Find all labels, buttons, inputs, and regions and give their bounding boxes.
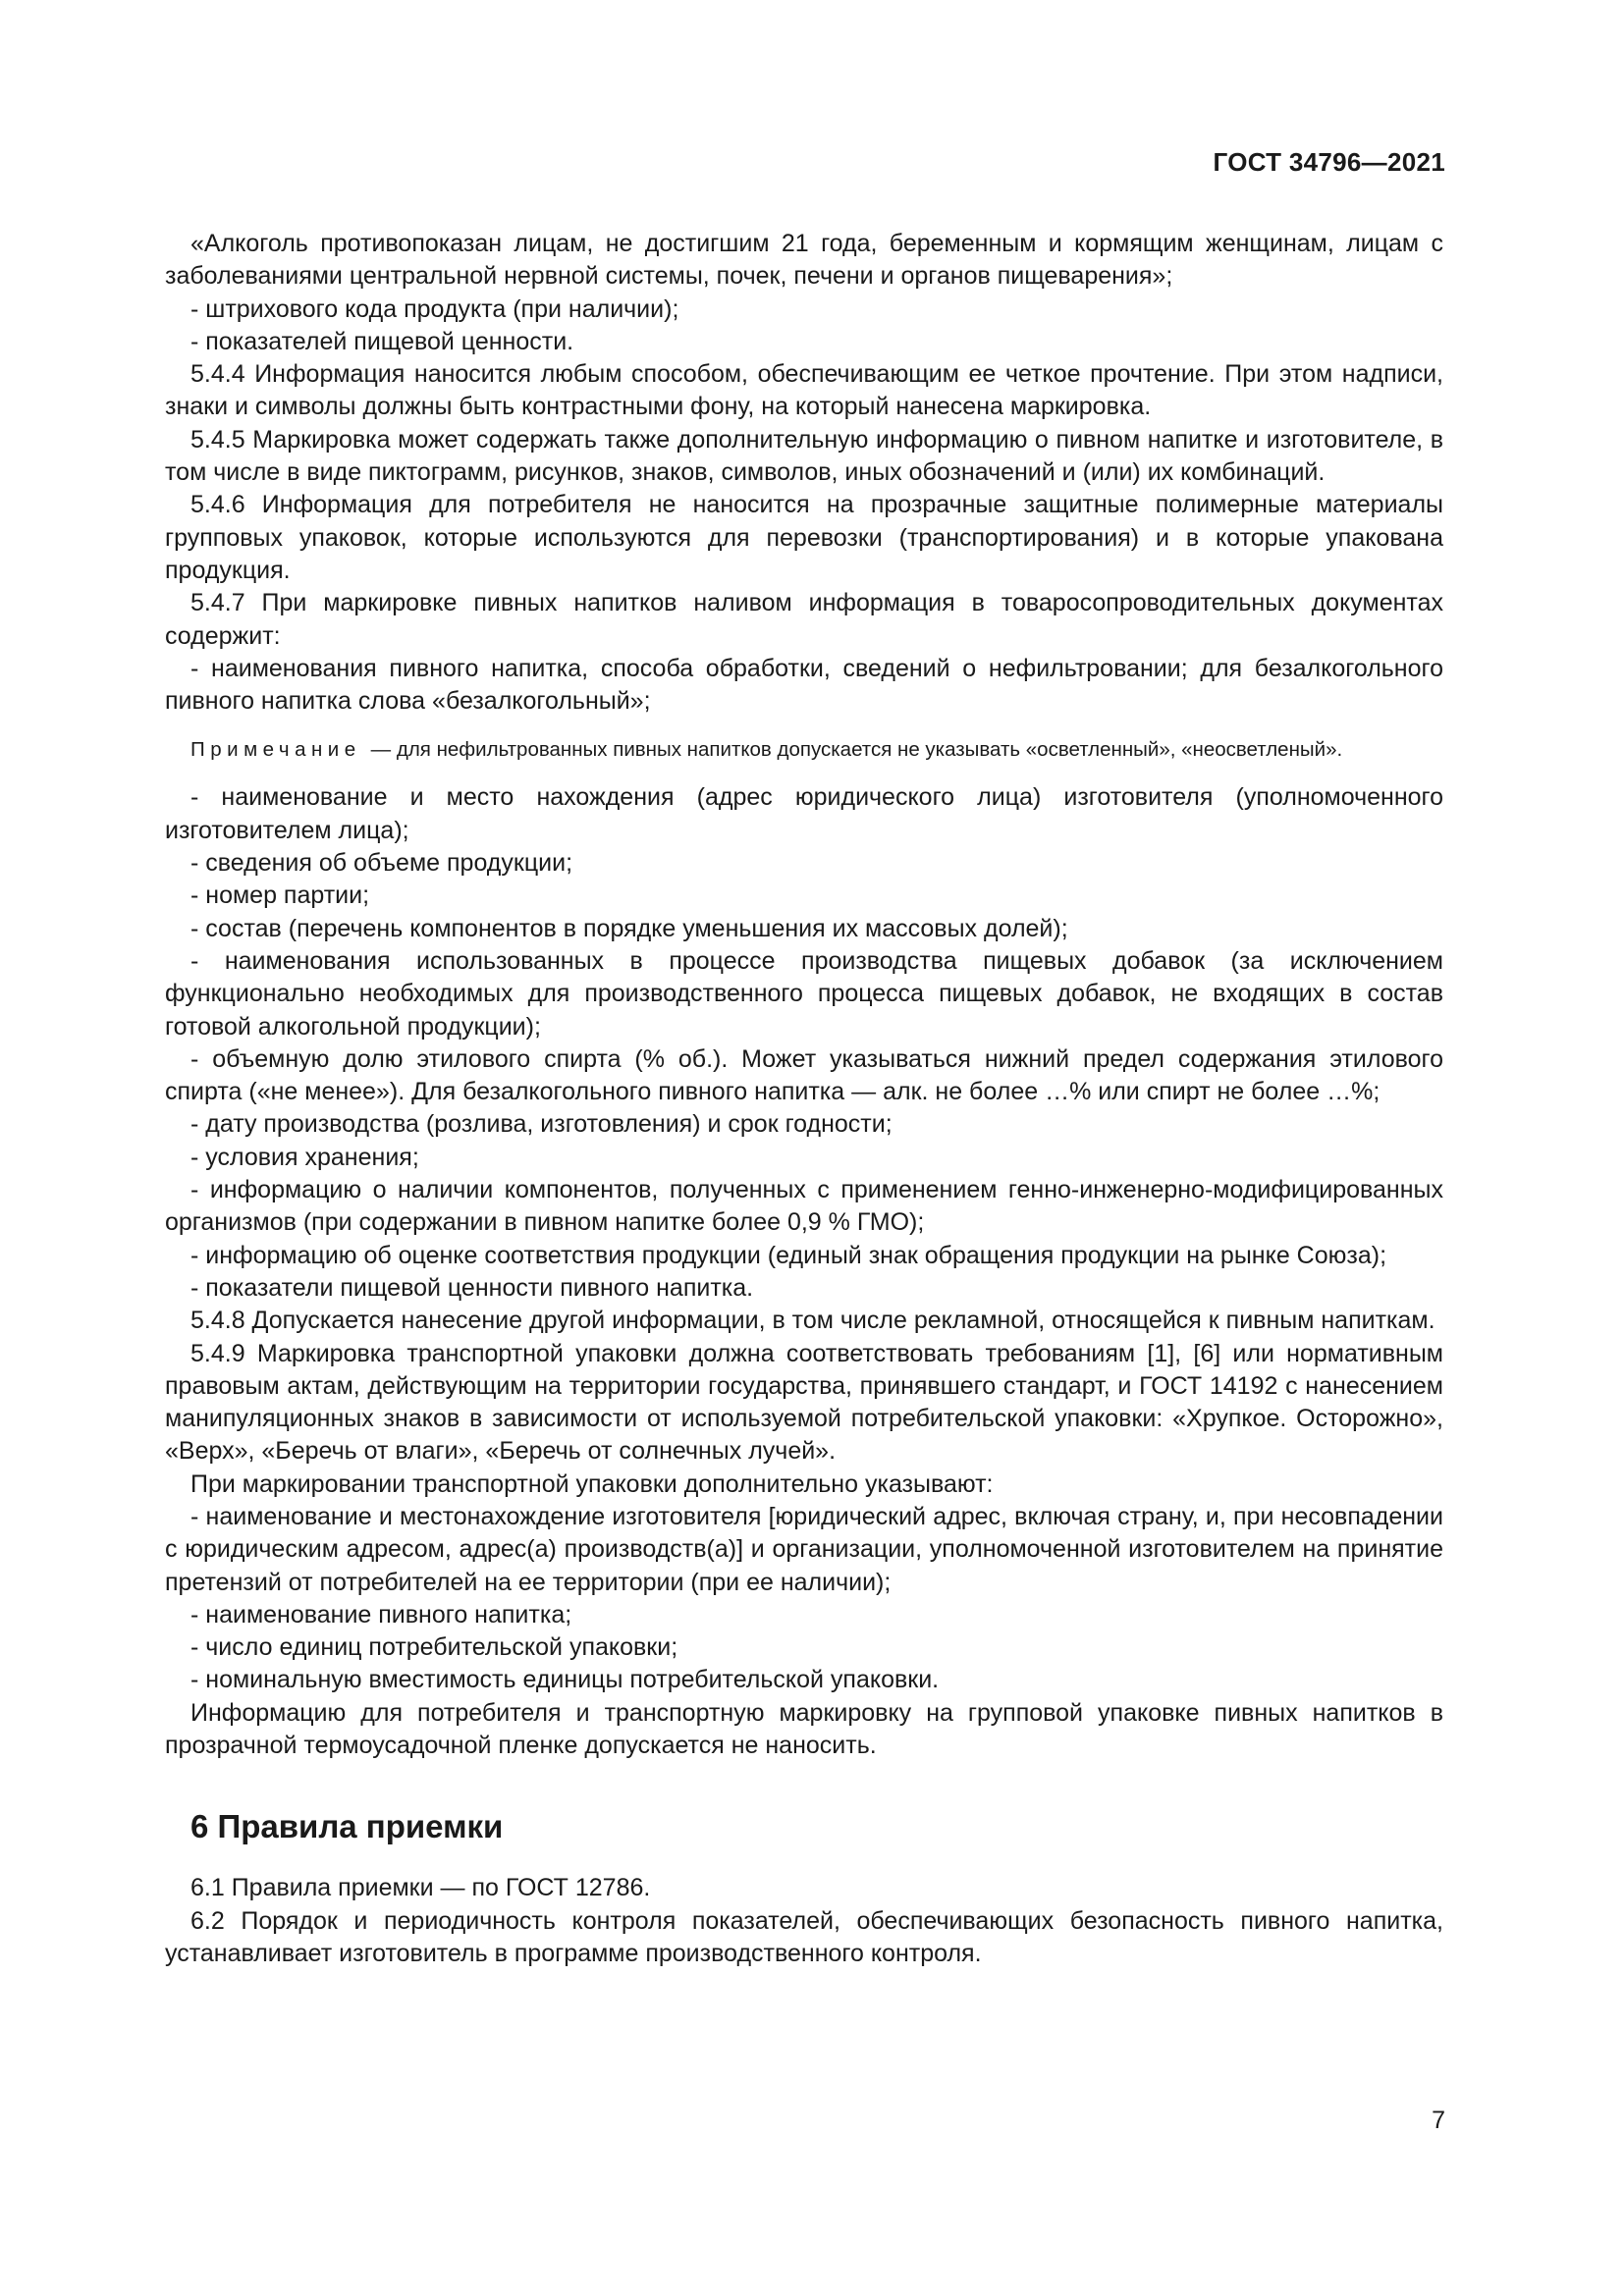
clause-5-4-5: 5.4.5 Маркировка может содержать также дополнительную информацию о пивном напитке и изготовителе, в том числе в виде пиктограмм, рисунков, знаков, символов, иных обозначений и (или) их комбинаций. bbox=[165, 425, 1443, 487]
list-item: - информацию о наличии компонентов, полученных с применением генно-инженерно-модифицированных организмов (при содержании в пивном напитке более 0,9 % ГМО); bbox=[165, 1176, 1443, 1237]
list-item: - показателей пищевой ценности. bbox=[190, 327, 574, 355]
list-item: - условия хранения; bbox=[190, 1143, 419, 1171]
clause-5-4-9: 5.4.9 Маркировка транспортной упаковки должна соответствовать требованиям [1], [6] или нормативным правовым актам, действующим на территории государства, принявшего стандарт, и ГОСТ 14192 с нанесением манипуляционных знаков в зависимости от используемой потребительской упаковки: «Хрупкое. Осторожно», «Верх», «Беречь от влаги», «Беречь от солнечных лучей». bbox=[165, 1339, 1443, 1466]
note-text: — для нефильтрованных пивных напитков допускается не указывать «осветленный», «неосветленый». bbox=[370, 738, 1343, 762]
paragraph: «Алкоголь противопоказан лицам, не достигшим 21 года, беременным и кормящим женщинам, лицам с заболеваниями центральной нервной системы, почек, печени и органов пищеварения»; bbox=[165, 230, 1443, 291]
note-label: Примечание bbox=[190, 738, 361, 762]
list-item: - показатели пищевой ценности пивного напитка. bbox=[190, 1273, 754, 1302]
document-code-header: ГОСТ 34796—2021 bbox=[1213, 147, 1445, 177]
list-item: - наименование и место нахождения (адрес юридического лица) изготовителя (уполномоченного изготовителем лица); bbox=[165, 783, 1443, 844]
page-number: 7 bbox=[1432, 2107, 1445, 2134]
list-item: - наименование пивного напитка; bbox=[190, 1600, 572, 1629]
clause-5-4-8: 5.4.8 Допускается нанесение другой информации, в том числе рекламной, относящейся к пивным напиткам. bbox=[190, 1307, 1435, 1335]
clause-6-1: 6.1 Правила приемки — по ГОСТ 12786. bbox=[190, 1874, 651, 1902]
paragraph: Информацию для потребителя и транспортную маркировку на групповой упаковке пивных напитков в прозрачной термоусадочной пленке допускается не наносить. bbox=[165, 1698, 1443, 1760]
list-item: - наименования использованных в процессе производства пищевых добавок (за исключением функционально необходимых для производственного процесса пищевых добавок, не входящих в состав готовой алкогольной продукции); bbox=[165, 946, 1443, 1041]
list-item: - число единиц потребительской упаковки; bbox=[190, 1633, 678, 1662]
list-item: - объемную долю этилового спирта (% об.). Может указываться нижний предел содержания этилового спирта («не менее»). Для безалкогольного пивного напитка — алк. не более …% или спирт не более …%; bbox=[165, 1044, 1443, 1106]
paragraph: При маркировании транспортной упаковки дополнительно указывают: bbox=[190, 1469, 994, 1498]
document-body bbox=[165, 228, 1443, 1970]
clause-5-4-4: 5.4.4 Информация наносится любым способом, обеспечивающим ее четкое прочтение. При этом надписи, знаки и символы должны быть контрастными фону, на который нанесена маркировка. bbox=[165, 360, 1443, 421]
list-item: - наименования пивного напитка, способа обработки, сведений о нефильтровании; для безалкогольного пивного напитка слова «безалкогольный»; bbox=[165, 654, 1443, 716]
note bbox=[165, 736, 1443, 764]
clause-5-4-6: 5.4.6 Информация для потребителя не наносится на прозрачные защитные полимерные материалы групповых упаковок, которые используются для перевозки (транспортирования) и в которые упакована продукция. bbox=[165, 491, 1443, 584]
list-item: - дату производства (розлива, изготовления) и срок годности; bbox=[190, 1110, 893, 1139]
list-item: - состав (перечень компонентов в порядке уменьшения их массовых долей); bbox=[190, 914, 1068, 942]
clause-6-2: 6.2 Порядок и периодичность контроля показателей, обеспечивающих безопасность пивного напитка, устанавливает изготовитель в программе производственного контроля. bbox=[165, 1906, 1443, 1967]
list-item: - информацию об оценке соответствия продукции (единый знак обращения продукции на рынке Союза); bbox=[190, 1241, 1387, 1269]
clause-5-4-7: 5.4.7 При маркировке пивных напитков наливом информация в товаросопроводительных документах содержит: bbox=[165, 589, 1443, 650]
list-item: - штрихового кода продукта (при наличии); bbox=[190, 294, 679, 323]
list-item: - номер партии; bbox=[190, 881, 370, 910]
list-item: - наименование и местонахождение изготовителя [юридический адрес, включая страну, и, при несовпадении с юридическим адресом, адрес(а) производств(а)] и организации, уполномоченной изготовителем на принятие претензий от потребителей на ее территории (при ее наличии); bbox=[165, 1502, 1443, 1596]
section-heading: 6 Правила приемки bbox=[190, 1808, 504, 1845]
list-item: - сведения об объеме продукции; bbox=[190, 849, 573, 878]
list-item: - номинальную вместимость единицы потребительской упаковки. bbox=[190, 1666, 940, 1694]
